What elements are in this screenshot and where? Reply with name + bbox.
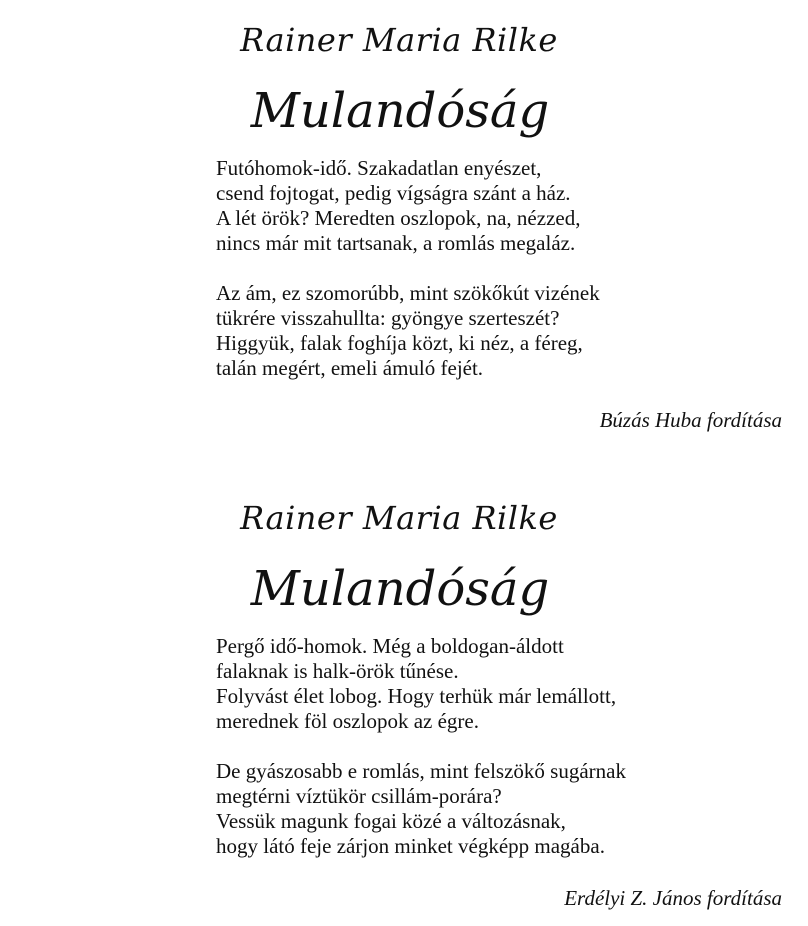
verse-line: nincs már mit tartsanak, a romlás megaláz. (216, 231, 576, 255)
verse-line: falaknak is halk-örök tűnése. (216, 659, 459, 683)
translator-credit: Erdélyi Z. János fordítása (564, 886, 782, 910)
translator-credit: Búzás Huba fordítása (599, 408, 782, 432)
stanza (216, 634, 776, 734)
verse-line: Higgyük, falak foghíja közt, ki néz, a féreg, (216, 331, 583, 355)
verse-line: merednek föl oszlopok az égre. (216, 709, 479, 733)
poem-author: Rainer Maria Rilke (240, 21, 558, 59)
poem-author: Rainer Maria Rilke (240, 499, 558, 537)
stanza (216, 156, 776, 256)
stanza (216, 759, 776, 859)
verse-line: Pergő idő-homok. Még a boldogan-áldott (216, 634, 564, 658)
verse-line: hogy látó feje zárjon minket végképp magába. (216, 834, 605, 858)
verse-line: csend fojtogat, pedig vígságra szánt a ház. (216, 181, 571, 205)
verse-line: Az ám, ez szomorúbb, mint szökőkút vizének (216, 281, 600, 305)
verse-line: Futóhomok-idő. Szakadatlan enyészet, (216, 156, 542, 180)
stanza (216, 281, 776, 381)
verse-line: De gyászosabb e romlás, mint felszökő sugárnak (216, 759, 626, 783)
poem-title: Mulandóság (250, 83, 550, 139)
verse-line: talán megért, emeli ámuló fejét. (216, 356, 484, 380)
verse-line: Folyvást élet lobog. Hogy terhük már lemállott, (216, 684, 617, 708)
poem-title: Mulandóság (250, 561, 550, 617)
verse-line: megtérni víztükör csillám-porára? (216, 784, 502, 808)
verse-line: tükrére visszahullta: gyöngye szerteszét? (216, 306, 560, 330)
verse-line: A lét örök? Meredten oszlopok, na, nézzed, (216, 206, 581, 230)
verse-line: Vessük magunk fogai közé a változásnak, (216, 809, 566, 833)
